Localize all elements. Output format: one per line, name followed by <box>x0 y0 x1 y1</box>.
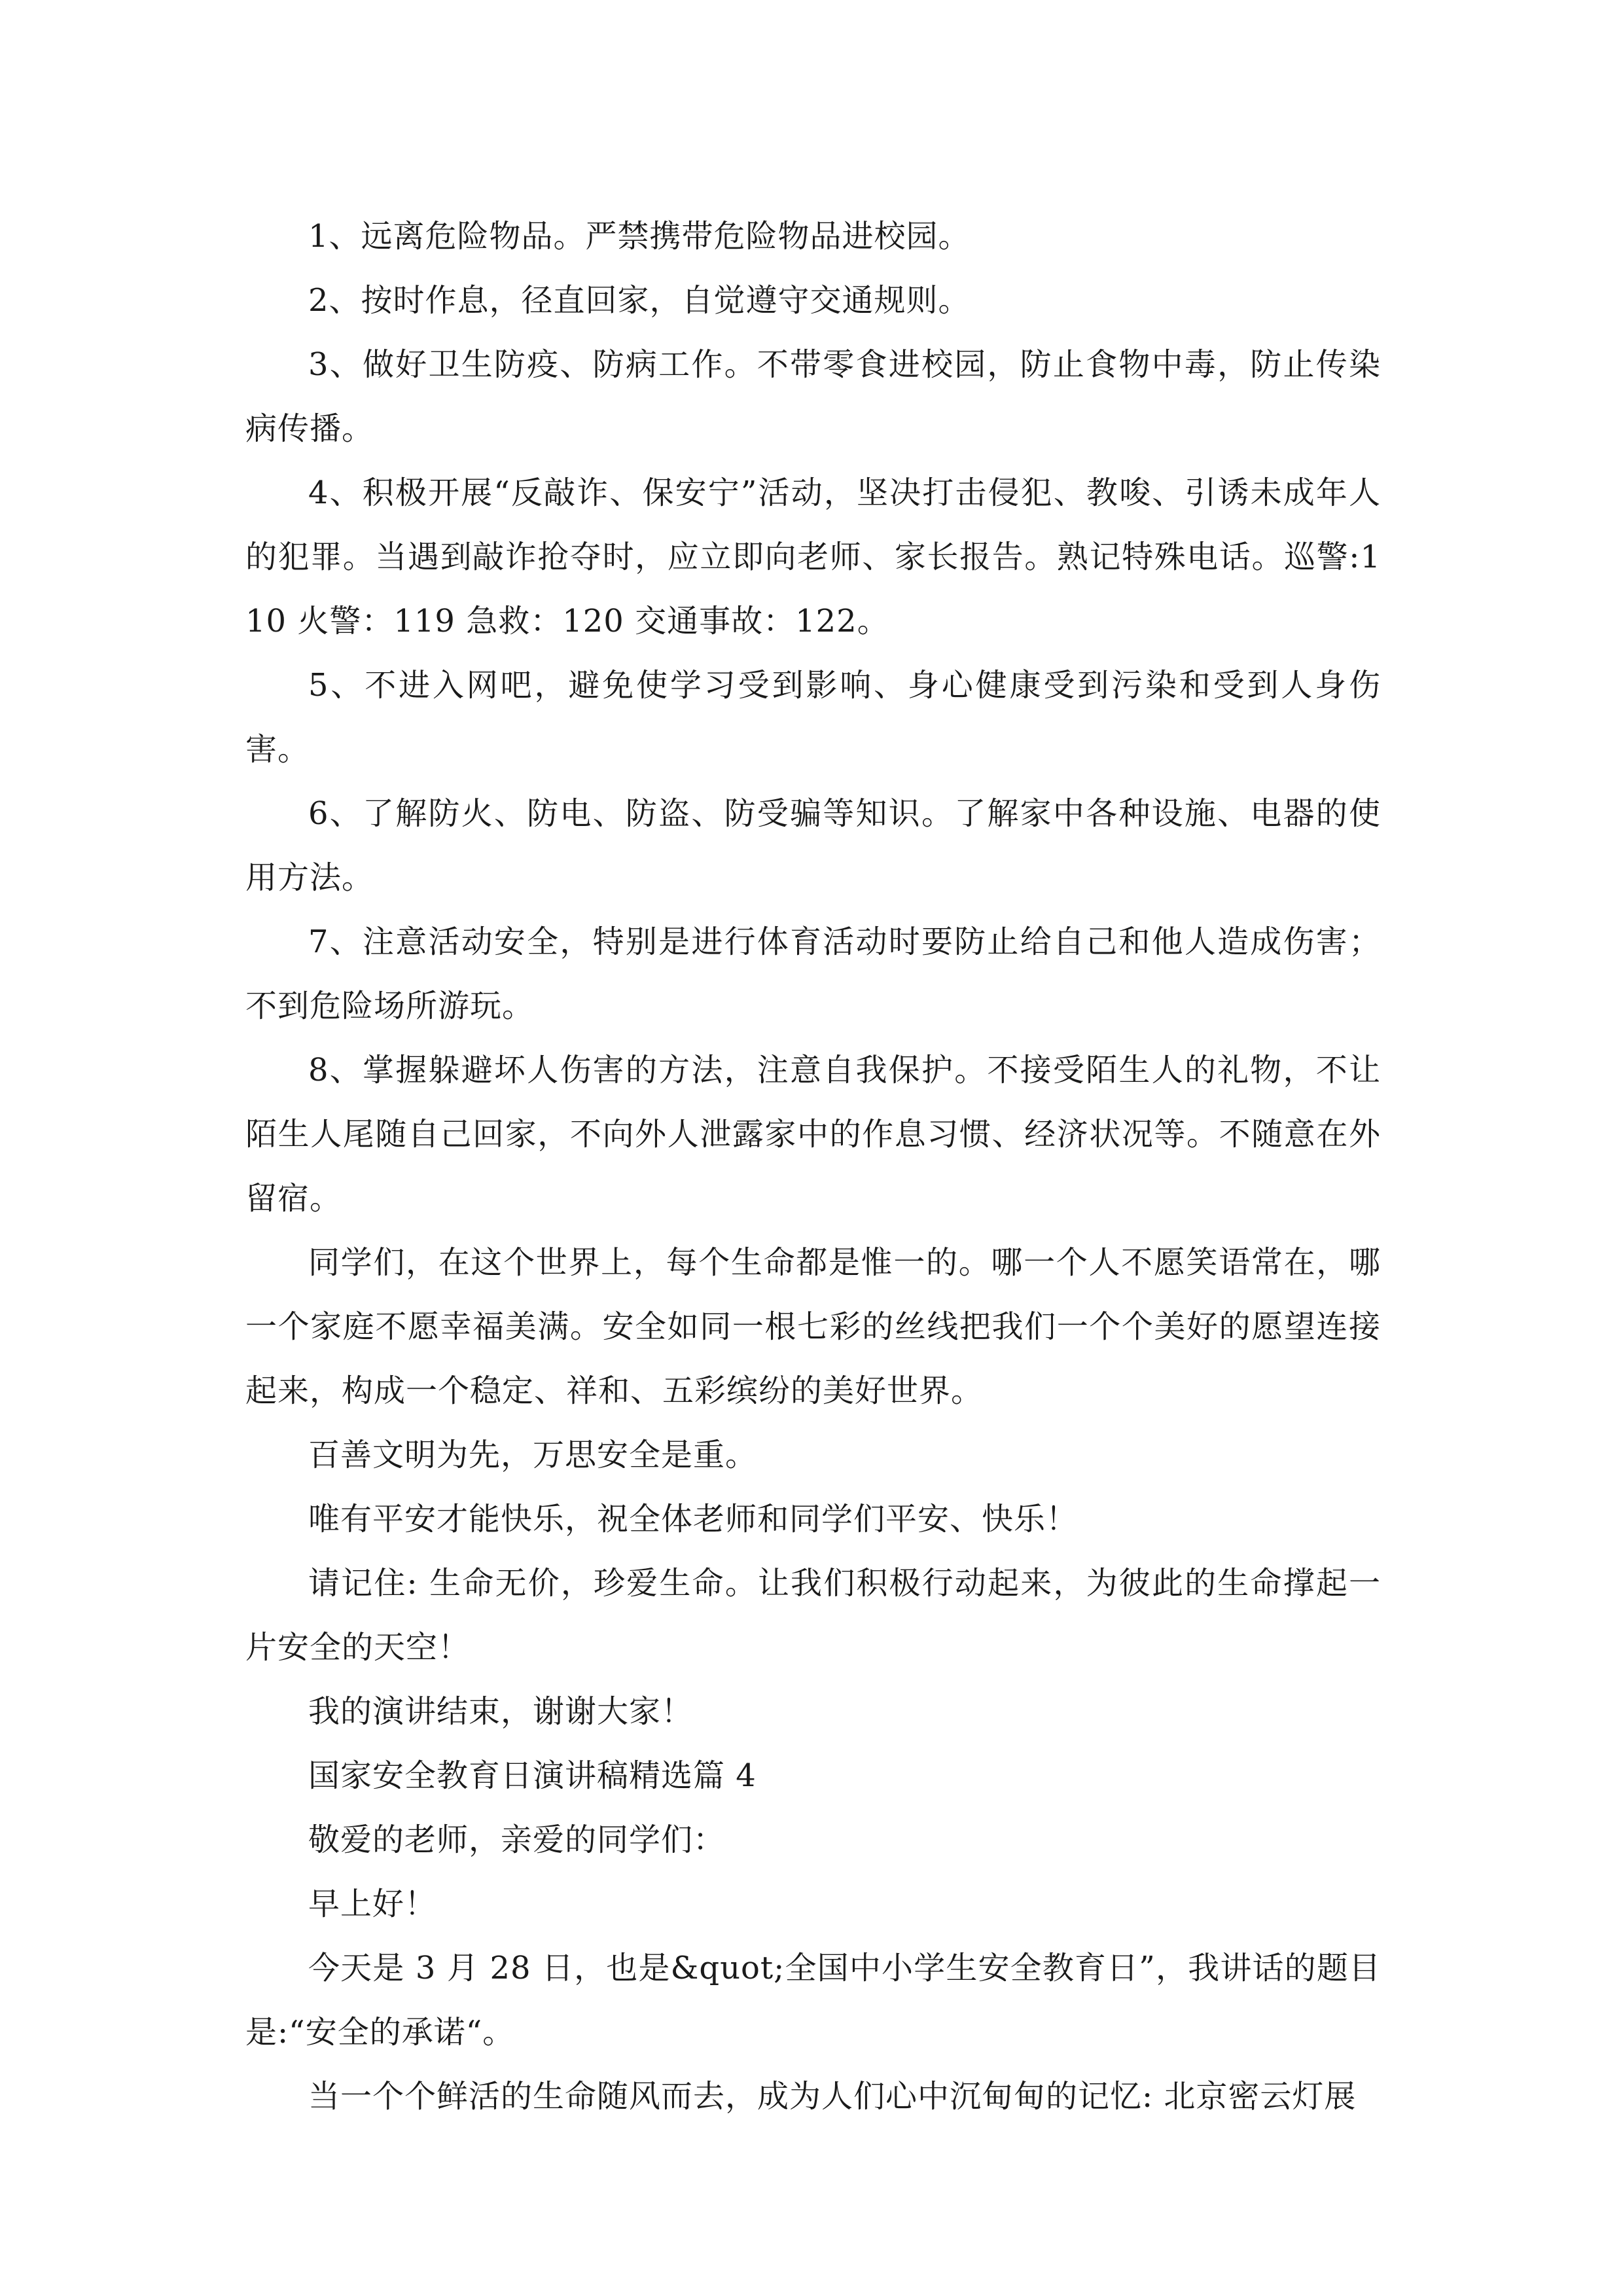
paragraph-4: 4、积极开展“反敲诈、保安宁”活动，坚决打击侵犯、教唆、引诱未成年人的犯罪。当遇到敲诈抢夺时，应立即向老师、家长报告。熟记特殊电话。巡警:110 火警：119 急救：120 交通事故：122。 <box>245 475 1381 639</box>
salutation: 敬爱的老师，亲爱的同学们： <box>308 1821 726 1858</box>
paragraph-13: 我的演讲结束，谢谢大家！ <box>308 1693 694 1730</box>
paragraph-18: 当一个个鲜活的生命随风而去，成为人们心中沉甸甸的记忆: 北京密云灯展 <box>308 2078 1357 2115</box>
paragraph-9: 同学们，在这个世界上，每个生命都是惟一的。哪一个人不愿笑语常在，哪一个家庭不愿幸福美满。安全如同一根七彩的丝线把我们一个个美好的愿望连接起来，构成一个稳定、祥和、五彩缤纷的美好世界。 <box>245 1244 1381 1409</box>
paragraph-1: 1、远离危险物品。严禁携带危险物品进校园。 <box>308 218 971 255</box>
paragraph-7: 7、注意活动安全，特别是进行体育活动时要防止给自己和他人造成伤害；不到危险场所游玩。 <box>245 924 1381 1024</box>
paragraph-10: 百善文明为先，万思安全是重。 <box>308 1437 758 1473</box>
paragraph-8: 8、掌握躲避坏人伤害的方法，注意自我保护。不接受陌生人的礼物，不让陌生人尾随自己回家，不向外人泄露家中的作息习惯、经济状况等。不随意在外留宿。 <box>245 1052 1381 1217</box>
greeting: 早上好！ <box>308 1886 437 1922</box>
paragraph-11: 唯有平安才能快乐，祝全体老师和同学们平安、快乐！ <box>308 1501 1079 1537</box>
paragraph-2: 2、按时作息，径直回家，自觉遵守交通规则。 <box>308 282 971 319</box>
section-heading: 国家安全教育日演讲稿精选篇 4 <box>308 1757 757 1794</box>
paragraph-6: 6、了解防火、防电、防盗、防受骗等知识。了解家中各种设施、电器的使用方法。 <box>245 795 1381 896</box>
paragraph-12: 请记住: 生命无价，珍爱生命。让我们积极行动起来，为彼此的生命撑起一片安全的天空！ <box>245 1565 1381 1666</box>
paragraph-3: 3、做好卫生防疫、防病工作。不带零食进校园，防止食物中毒，防止传染病传播。 <box>245 346 1381 447</box>
document-body <box>245 204 1381 2128</box>
paragraph-17: 今天是 3 月 28 日，也是&quot;全国中小学生安全教育日”，我讲话的题目是:“安全的承诺“。 <box>245 1950 1381 2051</box>
paragraph-5: 5、不进入网吧，避免使学习受到影响、身心健康受到污染和受到人身伤害。 <box>245 667 1381 768</box>
